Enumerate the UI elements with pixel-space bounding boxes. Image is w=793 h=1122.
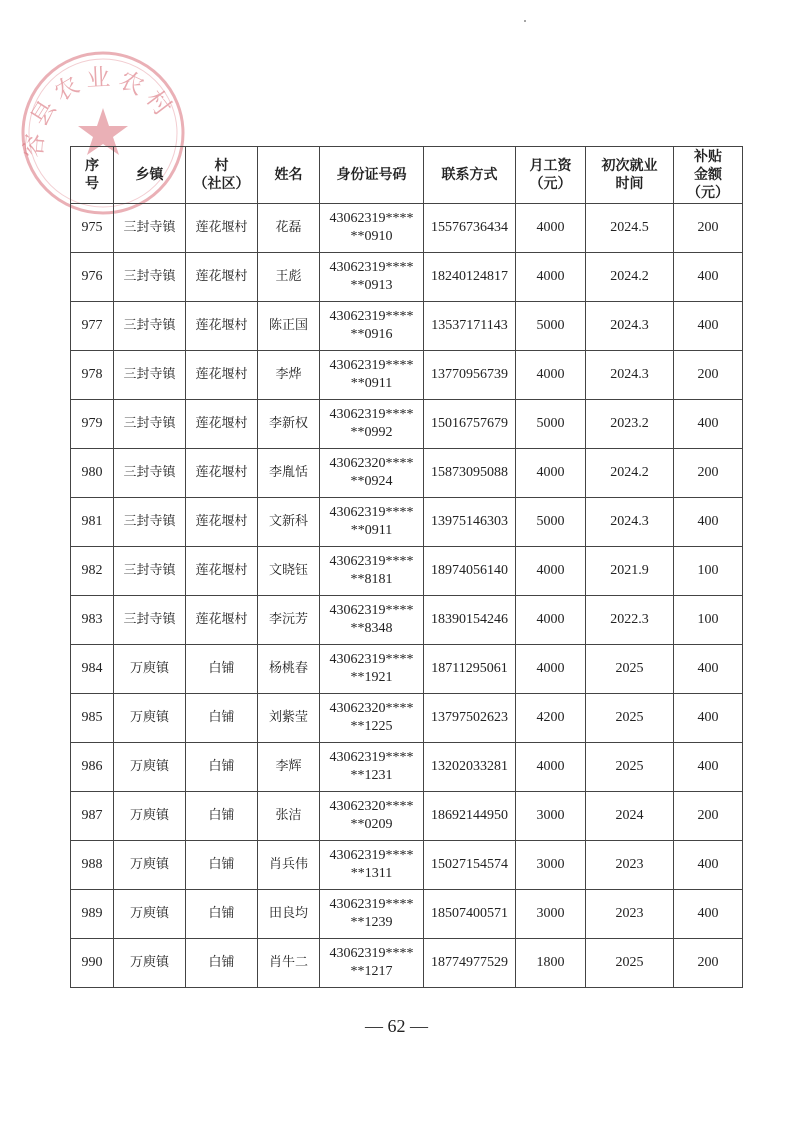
cell-town: 万庾镇 bbox=[114, 792, 186, 841]
cell-subsidy: 100 bbox=[674, 596, 743, 645]
cell-village: 白铺 bbox=[186, 694, 258, 743]
cell-name: 李沅芳 bbox=[258, 596, 320, 645]
id-number-part: **0910 bbox=[350, 229, 393, 244]
cell-seq: 988 bbox=[71, 841, 114, 890]
header-wage-line: 月工资 bbox=[529, 158, 572, 174]
cell-name: 李胤恬 bbox=[258, 449, 320, 498]
id-number-part: 43062319**** bbox=[329, 358, 414, 373]
cell-phone: 18240124817 bbox=[424, 253, 516, 302]
id-number-part: 43062319**** bbox=[329, 750, 414, 765]
cell-phone: 18774977529 bbox=[424, 939, 516, 988]
cell-town: 万庾镇 bbox=[114, 743, 186, 792]
cell-subsidy: 200 bbox=[674, 204, 743, 253]
cell-id-number bbox=[320, 400, 424, 449]
cell-town: 万庾镇 bbox=[114, 645, 186, 694]
id-number-part: **1225 bbox=[350, 719, 393, 734]
employment-subsidy-table bbox=[70, 146, 743, 988]
cell-start-date: 2025 bbox=[586, 694, 674, 743]
header-town-line: 乡镇 bbox=[135, 167, 164, 183]
table-row bbox=[71, 596, 743, 645]
id-number-part: 43062320**** bbox=[329, 456, 414, 471]
table-row bbox=[71, 253, 743, 302]
cell-village: 莲花堰村 bbox=[186, 351, 258, 400]
cell-id-number bbox=[320, 694, 424, 743]
cell-name: 杨桃春 bbox=[258, 645, 320, 694]
cell-town: 万庾镇 bbox=[114, 841, 186, 890]
header-name-line: 姓名 bbox=[274, 167, 303, 183]
table-header-row bbox=[71, 147, 743, 204]
cell-wage: 4000 bbox=[516, 449, 586, 498]
table-row bbox=[71, 547, 743, 596]
cell-id-number bbox=[320, 302, 424, 351]
subsidy-table-container bbox=[70, 146, 742, 988]
cell-village: 莲花堰村 bbox=[186, 547, 258, 596]
cell-subsidy: 400 bbox=[674, 400, 743, 449]
table-row bbox=[71, 351, 743, 400]
cell-phone: 15027154574 bbox=[424, 841, 516, 890]
cell-start-date: 2025 bbox=[586, 939, 674, 988]
cell-wage: 3000 bbox=[516, 841, 586, 890]
cell-wage: 5000 bbox=[516, 498, 586, 547]
header-village-line: 村 bbox=[214, 158, 229, 174]
cell-subsidy: 400 bbox=[674, 890, 743, 939]
cell-phone: 18692144950 bbox=[424, 792, 516, 841]
cell-town: 三封寺镇 bbox=[114, 596, 186, 645]
cell-id-number bbox=[320, 939, 424, 988]
table-row bbox=[71, 841, 743, 890]
cell-phone: 18390154246 bbox=[424, 596, 516, 645]
header-village bbox=[186, 147, 258, 204]
cell-subsidy: 200 bbox=[674, 351, 743, 400]
cell-wage: 4000 bbox=[516, 547, 586, 596]
cell-name: 文晓钰 bbox=[258, 547, 320, 596]
cell-phone: 13770956739 bbox=[424, 351, 516, 400]
id-number-part: 43062319**** bbox=[329, 554, 414, 569]
id-number-part: 43062319**** bbox=[329, 407, 414, 422]
cell-wage: 5000 bbox=[516, 302, 586, 351]
cell-start-date: 2023 bbox=[586, 890, 674, 939]
cell-phone: 13537171143 bbox=[424, 302, 516, 351]
cell-village: 白铺 bbox=[186, 645, 258, 694]
cell-name: 肖兵伟 bbox=[258, 841, 320, 890]
cell-phone: 18711295061 bbox=[424, 645, 516, 694]
page-number: — 62 — bbox=[365, 1016, 428, 1036]
cell-start-date: 2024.2 bbox=[586, 253, 674, 302]
cell-phone: 13975146303 bbox=[424, 498, 516, 547]
cell-id-number bbox=[320, 204, 424, 253]
header-seq-line: 序 bbox=[85, 158, 99, 174]
id-number-part: 43062320**** bbox=[329, 799, 414, 814]
id-number-part: **0924 bbox=[350, 474, 393, 489]
cell-start-date: 2024 bbox=[586, 792, 674, 841]
cell-start-date: 2023.2 bbox=[586, 400, 674, 449]
id-number-part: **1311 bbox=[350, 866, 393, 881]
cell-start-date: 2024.3 bbox=[586, 351, 674, 400]
cell-phone: 13202033281 bbox=[424, 743, 516, 792]
cell-wage: 4000 bbox=[516, 645, 586, 694]
cell-name: 刘紫莹 bbox=[258, 694, 320, 743]
cell-id-number bbox=[320, 841, 424, 890]
cell-name: 肖牛二 bbox=[258, 939, 320, 988]
cell-wage: 4000 bbox=[516, 204, 586, 253]
header-start-date bbox=[586, 147, 674, 204]
header-phone bbox=[424, 147, 516, 204]
cell-start-date: 2025 bbox=[586, 645, 674, 694]
cell-name: 李辉 bbox=[258, 743, 320, 792]
id-number-part: 43062319**** bbox=[329, 603, 414, 618]
cell-town: 三封寺镇 bbox=[114, 253, 186, 302]
cell-subsidy: 400 bbox=[674, 841, 743, 890]
cell-start-date: 2021.9 bbox=[586, 547, 674, 596]
cell-seq: 989 bbox=[71, 890, 114, 939]
cell-seq: 980 bbox=[71, 449, 114, 498]
id-number-part: **1217 bbox=[350, 964, 393, 979]
cell-id-number bbox=[320, 645, 424, 694]
cell-seq: 985 bbox=[71, 694, 114, 743]
cell-town: 三封寺镇 bbox=[114, 449, 186, 498]
id-number-part: 43062319**** bbox=[329, 652, 414, 667]
id-number-part: 43062319**** bbox=[329, 211, 414, 226]
cell-name: 田良均 bbox=[258, 890, 320, 939]
cell-seq: 978 bbox=[71, 351, 114, 400]
table-row bbox=[71, 939, 743, 988]
header-start-date-line: 时间 bbox=[615, 176, 644, 192]
cell-phone: 13797502623 bbox=[424, 694, 516, 743]
header-phone-line: 联系方式 bbox=[441, 167, 498, 183]
id-number-part: 43062319**** bbox=[329, 505, 414, 520]
scan-speck bbox=[524, 20, 526, 22]
cell-wage: 4000 bbox=[516, 253, 586, 302]
header-id-number bbox=[320, 147, 424, 204]
table-row bbox=[71, 302, 743, 351]
cell-village: 白铺 bbox=[186, 890, 258, 939]
cell-subsidy: 100 bbox=[674, 547, 743, 596]
cell-start-date: 2024.3 bbox=[586, 302, 674, 351]
cell-village: 莲花堰村 bbox=[186, 302, 258, 351]
header-subsidy-line: 补贴 bbox=[694, 149, 722, 165]
header-id-number-line: 身份证号码 bbox=[336, 167, 407, 183]
cell-seq: 979 bbox=[71, 400, 114, 449]
cell-phone: 15576736434 bbox=[424, 204, 516, 253]
cell-id-number bbox=[320, 498, 424, 547]
cell-id-number bbox=[320, 890, 424, 939]
cell-subsidy: 400 bbox=[674, 694, 743, 743]
cell-subsidy: 200 bbox=[674, 449, 743, 498]
svg-text:容县农业农村: 容县农业农村 bbox=[19, 63, 181, 159]
cell-phone: 18507400571 bbox=[424, 890, 516, 939]
cell-start-date: 2022.3 bbox=[586, 596, 674, 645]
cell-start-date: 2023 bbox=[586, 841, 674, 890]
id-number-part: 43062319**** bbox=[329, 309, 414, 324]
cell-seq: 983 bbox=[71, 596, 114, 645]
cell-phone: 15016757679 bbox=[424, 400, 516, 449]
id-number-part: 43062319**** bbox=[329, 260, 414, 275]
cell-name: 李新权 bbox=[258, 400, 320, 449]
id-number-part: **0916 bbox=[350, 327, 393, 342]
cell-village: 莲花堰村 bbox=[186, 498, 258, 547]
header-wage-line: （元） bbox=[529, 176, 572, 192]
header-start-date-line: 初次就业 bbox=[601, 158, 658, 174]
cell-id-number bbox=[320, 792, 424, 841]
cell-wage: 4000 bbox=[516, 743, 586, 792]
cell-phone: 15873095088 bbox=[424, 449, 516, 498]
cell-village: 白铺 bbox=[186, 939, 258, 988]
cell-seq: 986 bbox=[71, 743, 114, 792]
cell-id-number bbox=[320, 596, 424, 645]
cell-village: 莲花堰村 bbox=[186, 400, 258, 449]
cell-village: 莲花堰村 bbox=[186, 449, 258, 498]
cell-start-date: 2024.5 bbox=[586, 204, 674, 253]
cell-wage: 4000 bbox=[516, 596, 586, 645]
cell-name: 陈正国 bbox=[258, 302, 320, 351]
cell-subsidy: 400 bbox=[674, 645, 743, 694]
cell-subsidy: 400 bbox=[674, 743, 743, 792]
cell-seq: 984 bbox=[71, 645, 114, 694]
cell-village: 白铺 bbox=[186, 743, 258, 792]
cell-seq: 976 bbox=[71, 253, 114, 302]
cell-subsidy: 400 bbox=[674, 253, 743, 302]
header-seq-line: 号 bbox=[85, 176, 99, 192]
cell-wage: 3000 bbox=[516, 890, 586, 939]
id-number-part: **1231 bbox=[350, 768, 393, 783]
id-number-part: **1921 bbox=[350, 670, 393, 685]
cell-village: 莲花堰村 bbox=[186, 596, 258, 645]
cell-wage: 1800 bbox=[516, 939, 586, 988]
cell-town: 三封寺镇 bbox=[114, 547, 186, 596]
cell-seq: 981 bbox=[71, 498, 114, 547]
cell-id-number bbox=[320, 351, 424, 400]
cell-village: 莲花堰村 bbox=[186, 253, 258, 302]
id-number-part: **0911 bbox=[350, 523, 393, 538]
cell-seq: 990 bbox=[71, 939, 114, 988]
id-number-part: **1239 bbox=[350, 915, 393, 930]
table-row bbox=[71, 792, 743, 841]
header-wage bbox=[516, 147, 586, 204]
cell-seq: 987 bbox=[71, 792, 114, 841]
cell-village: 白铺 bbox=[186, 841, 258, 890]
cell-wage: 5000 bbox=[516, 400, 586, 449]
cell-wage: 3000 bbox=[516, 792, 586, 841]
id-number-part: **0911 bbox=[350, 376, 393, 391]
cell-id-number bbox=[320, 449, 424, 498]
cell-name: 文新科 bbox=[258, 498, 320, 547]
cell-name: 李烨 bbox=[258, 351, 320, 400]
header-subsidy-line: （元） bbox=[687, 185, 729, 201]
id-number-part: 43062320**** bbox=[329, 701, 414, 716]
header-subsidy bbox=[674, 147, 743, 204]
id-number-part: **8181 bbox=[350, 572, 393, 587]
cell-town: 三封寺镇 bbox=[114, 400, 186, 449]
cell-start-date: 2024.3 bbox=[586, 498, 674, 547]
cell-town: 三封寺镇 bbox=[114, 204, 186, 253]
cell-subsidy: 200 bbox=[674, 939, 743, 988]
cell-subsidy: 200 bbox=[674, 792, 743, 841]
cell-id-number bbox=[320, 547, 424, 596]
id-number-part: 43062319**** bbox=[329, 946, 414, 961]
cell-name: 花磊 bbox=[258, 204, 320, 253]
cell-town: 三封寺镇 bbox=[114, 498, 186, 547]
id-number-part: **0992 bbox=[350, 425, 393, 440]
cell-start-date: 2024.2 bbox=[586, 449, 674, 498]
cell-village: 莲花堰村 bbox=[186, 204, 258, 253]
id-number-part: 43062319**** bbox=[329, 897, 414, 912]
cell-name: 王彪 bbox=[258, 253, 320, 302]
cell-seq: 977 bbox=[71, 302, 114, 351]
cell-name: 张洁 bbox=[258, 792, 320, 841]
cell-id-number bbox=[320, 743, 424, 792]
cell-town: 万庾镇 bbox=[114, 939, 186, 988]
header-town bbox=[114, 147, 186, 204]
cell-seq: 982 bbox=[71, 547, 114, 596]
cell-wage: 4000 bbox=[516, 351, 586, 400]
table-row bbox=[71, 743, 743, 792]
cell-town: 万庾镇 bbox=[114, 694, 186, 743]
table-row bbox=[71, 694, 743, 743]
table-body bbox=[71, 204, 743, 988]
table-row bbox=[71, 498, 743, 547]
cell-start-date: 2025 bbox=[586, 743, 674, 792]
cell-town: 万庾镇 bbox=[114, 890, 186, 939]
cell-subsidy: 400 bbox=[674, 498, 743, 547]
cell-phone: 18974056140 bbox=[424, 547, 516, 596]
table-row bbox=[71, 204, 743, 253]
id-number-part: **8348 bbox=[350, 621, 393, 636]
header-name bbox=[258, 147, 320, 204]
cell-town: 三封寺镇 bbox=[114, 302, 186, 351]
header-village-line: （社区） bbox=[193, 176, 250, 192]
cell-village: 白铺 bbox=[186, 792, 258, 841]
id-number-part: 43062319**** bbox=[329, 848, 414, 863]
cell-wage: 4200 bbox=[516, 694, 586, 743]
table-row bbox=[71, 890, 743, 939]
table-row bbox=[71, 449, 743, 498]
cell-seq: 975 bbox=[71, 204, 114, 253]
table-row bbox=[71, 645, 743, 694]
header-subsidy-line: 金额 bbox=[694, 167, 722, 183]
table-row bbox=[71, 400, 743, 449]
header-seq bbox=[71, 147, 114, 204]
cell-id-number bbox=[320, 253, 424, 302]
id-number-part: **0913 bbox=[350, 278, 393, 293]
cell-subsidy: 400 bbox=[674, 302, 743, 351]
cell-town: 三封寺镇 bbox=[114, 351, 186, 400]
id-number-part: **0209 bbox=[350, 817, 393, 832]
